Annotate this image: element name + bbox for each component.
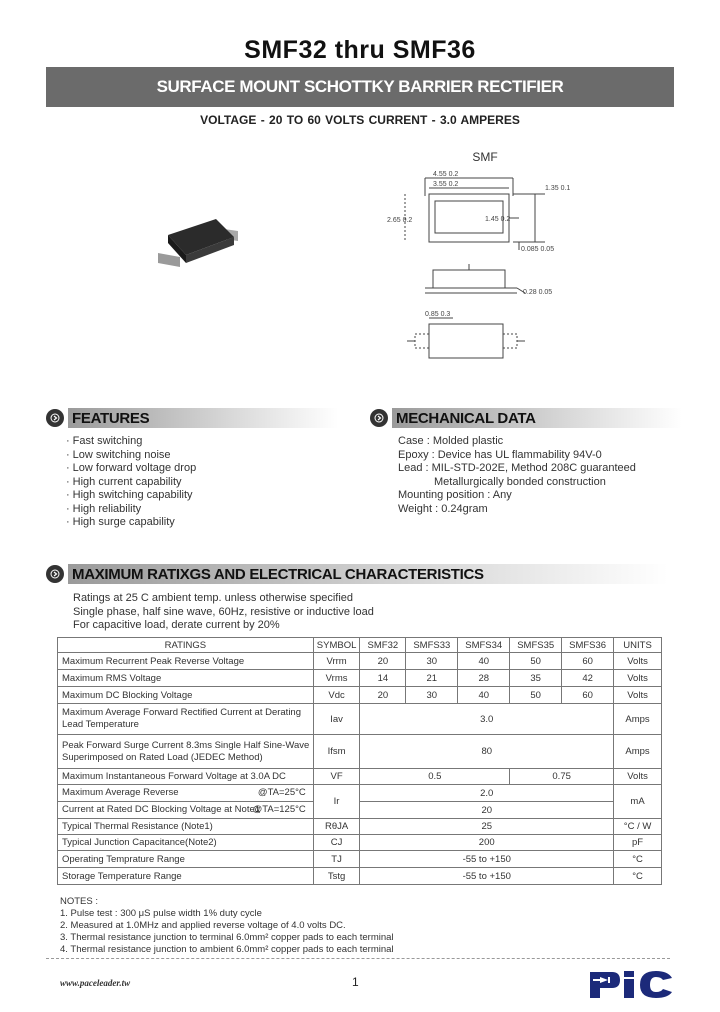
row-symbol: Tstg	[313, 868, 360, 885]
row-label: Maximum DC Blocking Voltage	[58, 687, 314, 704]
notes-block	[60, 896, 394, 956]
mech-weight: Weight : 0.24gram	[398, 502, 488, 515]
dim-standoff: 0.28 0.05	[523, 289, 553, 296]
cell-value: 60	[562, 653, 614, 670]
note-line: 3. Thermal resistance junction to terminal 6.0mm² copper pads to each terminal	[60, 932, 394, 943]
row-symbol: CJ	[313, 835, 360, 851]
row-symbol: Ifsm	[313, 735, 360, 769]
cell-value: 28	[458, 670, 510, 687]
note-line: 4. Thermal resistance junction to ambient 6.0mm² copper pads to each terminal	[60, 944, 394, 955]
condition-line: Single phase, half sine wave, 60Hz, resistive or inductive load	[73, 605, 374, 618]
column-header: UNITS	[614, 638, 662, 653]
table-row	[58, 868, 662, 885]
cell-value: 20	[360, 687, 406, 704]
rating-conditions	[73, 592, 374, 633]
list-item: · High current capability	[66, 476, 196, 490]
row-label	[58, 785, 314, 802]
arrow-bullet-icon	[46, 565, 64, 583]
footer-website-link[interactable]: www.paceleader.tw	[60, 978, 131, 988]
page-number: 1	[352, 975, 359, 989]
list-item: · High reliability	[66, 503, 196, 517]
package-outline-drawing	[385, 166, 585, 366]
table-row	[58, 851, 662, 868]
note-line: 1. Pulse test : 300 μS pulse width 1% duty cycle	[60, 908, 262, 919]
table-row	[58, 670, 662, 687]
table-row	[58, 653, 662, 670]
pic-logo-icon	[588, 966, 678, 1000]
dim-height-body: 1.35 0.1	[545, 185, 571, 192]
row-unit: °C / W	[614, 819, 662, 835]
row-condition: @TA=25°C	[257, 787, 306, 798]
cell-value: 0.5	[360, 769, 510, 785]
column-header: SMFS35	[510, 638, 562, 653]
cell-value: 50	[510, 687, 562, 704]
row-unit: mA	[614, 785, 662, 819]
package-name: SMF	[472, 150, 498, 164]
cell-value: 42	[562, 670, 614, 687]
cell-value: 60	[562, 687, 614, 704]
row-unit: Volts	[614, 687, 662, 704]
table-row	[58, 835, 662, 851]
row-symbol: Ir	[313, 785, 360, 819]
row-symbol: Vrms	[313, 670, 360, 687]
condition-line: Ratings at 25 C ambient temp. unless otherwise specified	[73, 592, 354, 604]
list-item: · Low forward voltage drop	[66, 462, 196, 476]
row-symbol: Vrrm	[313, 653, 360, 670]
dim-width-outer: 4.55 0.2	[433, 171, 459, 178]
row-label: Maximum RMS Voltage	[58, 670, 314, 687]
arrow-bullet-icon	[370, 409, 388, 427]
row-label-line: Current at Rated DC Blocking Voltage at Note1	[62, 804, 261, 815]
table-row	[58, 802, 662, 819]
component-photo	[150, 205, 250, 277]
row-label: Typical Thermal Resistance (Note1)	[58, 819, 314, 835]
row-unit: Amps	[614, 735, 662, 769]
dim-pad: 0.85 0.3	[425, 311, 451, 318]
dim-length: 2.65 0.2	[387, 217, 413, 224]
mech-epoxy: Epoxy : Device has UL flammability 94V-0	[398, 448, 602, 461]
row-label	[58, 735, 314, 769]
cell-value: 30	[406, 687, 458, 704]
features-list	[66, 435, 196, 530]
column-header: SYMBOL	[313, 638, 360, 653]
column-header: SMF32	[360, 638, 406, 653]
row-label	[58, 802, 314, 819]
cell-value: 20	[360, 653, 406, 670]
column-header: RATINGS	[58, 638, 314, 653]
cell-value: 30	[406, 653, 458, 670]
cell-value: 3.0	[360, 704, 614, 735]
footer-divider	[46, 958, 670, 959]
cell-value: 21	[406, 670, 458, 687]
list-item: · Low switching noise	[66, 449, 196, 463]
row-label: Storage Temperature Range	[58, 868, 314, 885]
table-row	[58, 819, 662, 835]
row-unit: Volts	[614, 670, 662, 687]
cell-value: 25	[360, 819, 614, 835]
cell-value: 200	[360, 835, 614, 851]
row-label-line: Superimposed on Rated Load (JEDEC Method)	[62, 751, 263, 763]
arrow-bullet-icon	[46, 409, 64, 427]
ratings-heading	[46, 564, 668, 584]
table-header-row	[58, 638, 662, 653]
row-symbol: VF	[313, 769, 360, 785]
row-unit: °C	[614, 868, 662, 885]
row-label: Operating Temprature Range	[58, 851, 314, 868]
row-label	[58, 704, 314, 735]
column-header: SMFS33	[406, 638, 458, 653]
cell-value: 20	[360, 802, 614, 819]
dim-lead-width: 1.45 0.2	[485, 216, 511, 223]
row-label-line: Lead Temperature	[62, 719, 139, 730]
row-unit: Volts	[614, 653, 662, 670]
row-label-line: Maximum Average Forward Rectified Current at Derating	[62, 707, 302, 718]
row-label: Typical Junction Capacitance(Note2)	[58, 835, 314, 851]
features-heading	[46, 408, 338, 428]
row-symbol: Vdc	[313, 687, 360, 704]
cell-value: 50	[510, 653, 562, 670]
mech-lead-cont: Metallurgically bonded construction	[434, 475, 606, 488]
row-label-line: Peak Forward Surge Current 8.3ms Single Half Sine-Wave	[62, 739, 310, 751]
cell-value: -55 to +150	[360, 851, 614, 868]
mech-mounting: Mounting position : Any	[398, 489, 512, 501]
cell-value: -55 to +150	[360, 868, 614, 885]
product-banner: SURFACE MOUNT SCHOTTKY BARRIER RECTIFIER	[46, 67, 674, 107]
list-item: · High switching capability	[66, 489, 196, 503]
table-row	[58, 735, 662, 769]
row-symbol: RθJA	[313, 819, 360, 835]
cell-value: 40	[458, 687, 510, 704]
table-row	[58, 704, 662, 735]
table-row	[58, 687, 662, 704]
dim-lead-thickness: 0.085 0.05	[521, 246, 555, 253]
notes-title: NOTES :	[60, 896, 99, 907]
list-item: · High surge capability	[66, 516, 196, 530]
row-condition: @TA=125°C	[252, 804, 306, 815]
row-symbol: TJ	[313, 851, 360, 868]
row-label: Maximum Instantaneous Forward Voltage at 3.0A DC	[58, 769, 314, 785]
row-unit: °C	[614, 851, 662, 868]
table-row	[58, 785, 662, 802]
ratings-table	[57, 637, 662, 885]
row-unit: pF	[614, 835, 662, 851]
table-row	[58, 769, 662, 785]
cell-value: 80	[360, 735, 614, 769]
row-label-line: Maximum Average Reverse	[62, 787, 179, 798]
ratings-heading-text: MAXIMUM RATIXGS AND ELECTRICAL CHARACTERISTICS	[68, 564, 668, 584]
row-symbol: Iav	[313, 704, 360, 735]
mechanical-data-list	[398, 435, 636, 516]
row-label: Maximum Recurrent Peak Reverse Voltage	[58, 653, 314, 670]
mech-case: Case : Molded plastic	[398, 435, 504, 447]
voltage-current-spec: VOLTAGE - 20 TO 60 VOLTS CURRENT - 3.0 AMPERES	[200, 113, 520, 127]
mechanical-heading-text: MECHANICAL DATA	[392, 408, 682, 428]
page-title: SMF32 thru SMF36	[244, 36, 476, 64]
cell-value: 0.75	[510, 769, 614, 785]
cell-value: 14	[360, 670, 406, 687]
row-unit: Volts	[614, 769, 662, 785]
note-line: 2. Measured at 1.0MHz and applied reverse voltage of 4.0 volts DC.	[60, 920, 346, 931]
condition-line: For capacitive load, derate current by 20%	[73, 619, 280, 631]
mech-lead: Lead : MIL-STD-202E, Method 208C guaranteed	[398, 462, 636, 474]
features-heading-text: FEATURES	[68, 408, 338, 428]
mechanical-heading	[370, 408, 682, 428]
row-unit: Amps	[614, 704, 662, 735]
list-item: · Fast switching	[66, 435, 196, 449]
cell-value: 35	[510, 670, 562, 687]
dim-width-inner: 3.55 0.2	[433, 181, 459, 188]
cell-value: 2.0	[360, 785, 614, 802]
cell-value: 40	[458, 653, 510, 670]
column-header: SMFS34	[458, 638, 510, 653]
column-header: SMFS36	[562, 638, 614, 653]
